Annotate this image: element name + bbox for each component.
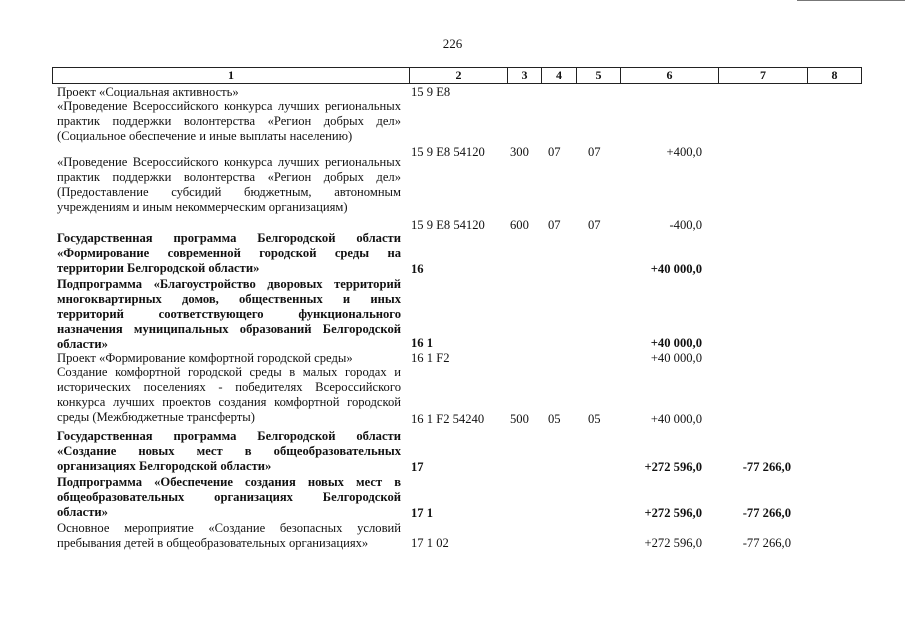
row-value-7: -77 266,0	[742, 536, 791, 550]
row-section: 07	[588, 218, 601, 232]
row-razdel: 500	[510, 412, 529, 426]
row-code: 17	[411, 460, 424, 474]
page-number: 226	[442, 36, 463, 51]
row-section: 05	[588, 412, 601, 426]
row-value-6: +40 000,0	[650, 412, 702, 426]
row-value-7: -77 266,0	[742, 460, 791, 474]
row-value-6: +272 596,0	[644, 506, 702, 520]
row-name: Проект «Формирование комфортной городской среды»	[57, 351, 353, 365]
header-col-5: 5	[576, 68, 620, 83]
row-razdel: 600	[510, 218, 529, 232]
row-code: 15 9 E8 54120	[411, 218, 485, 232]
row-value-6: +400,0	[666, 145, 702, 159]
row-name: «Проведение Всероссийского конкурса лучших региональных практик поддержки волонтерства «Регион добрых дел» (Социальное обеспечение и иные выплаты населению)	[57, 99, 401, 143]
row-code: 16 1 F2	[411, 351, 450, 365]
row-value-6: +272 596,0	[644, 536, 702, 550]
row-code: 17 1	[411, 506, 434, 520]
row-name: Проект «Социальная активность»	[57, 85, 239, 99]
header-col-4: 4	[541, 68, 576, 83]
row-code: 16 1	[411, 336, 434, 350]
row-name: Создание комфортной городской среды в малых городах и исторических поселениях - победителях Всероссийского конкурса лучших проектов создания комфортной городской среды (Межбюджетные трансферты)	[57, 365, 401, 424]
row-name: Подпрограмма «Благоустройство дворовых территорий многоквартирных домов, общественных и иных территорий соответствующего функционального назначения муниципальных образований Белгородской области»	[57, 277, 401, 351]
row-code: 17 1 02	[411, 536, 449, 550]
row-name: Подпрограмма «Обеспечение создания новых мест в общеобразовательных организациях Белгородской области»	[57, 475, 401, 519]
row-value-6: -400,0	[669, 218, 702, 232]
row-name: Государственная программа Белгородской области «Формирование современной городской среды на территории Белгородской области»	[57, 231, 401, 275]
row-value-6: +40 000,0	[650, 351, 702, 365]
row-value-6: +272 596,0	[644, 460, 702, 474]
row-code: 15 9 E8	[411, 85, 451, 99]
row-razdel: 300	[510, 145, 529, 159]
row-name: Государственная программа Белгородской области «Создание новых мест в общеобразовательных организациях Белгородской области»	[57, 429, 401, 473]
header-col-1: 1	[228, 68, 234, 82]
row-section: 07	[588, 145, 601, 159]
row-value-6: +40 000,0	[650, 336, 702, 350]
header-col-8: 8	[807, 68, 861, 83]
row-code: 16	[411, 262, 424, 276]
row-value-6: +40 000,0	[650, 262, 702, 276]
row-podrazdel: 07	[548, 218, 561, 232]
header-col-2: 2	[409, 68, 507, 83]
row-name: «Проведение Всероссийского конкурса лучших региональных практик поддержки волонтерства «Регион добрых дел» (Предоставление субсидий бюджетным, автономным учреждениям и иным некоммерческим организациям)	[57, 155, 401, 214]
row-code: 15 9 E8 54120	[411, 145, 485, 159]
row-podrazdel: 07	[548, 145, 561, 159]
row-podrazdel: 05	[548, 412, 561, 426]
table-header	[52, 67, 862, 84]
header-col-6: 6	[620, 68, 718, 83]
corner-rule	[797, 0, 905, 1]
row-value-7: -77 266,0	[742, 506, 791, 520]
row-code: 16 1 F2 54240	[411, 412, 485, 426]
row-name: Основное мероприятие «Создание безопасных условий пребывания детей в общеобразовательных организациях»	[57, 521, 401, 550]
header-col-3: 3	[507, 68, 541, 83]
header-col-7: 7	[718, 68, 807, 83]
